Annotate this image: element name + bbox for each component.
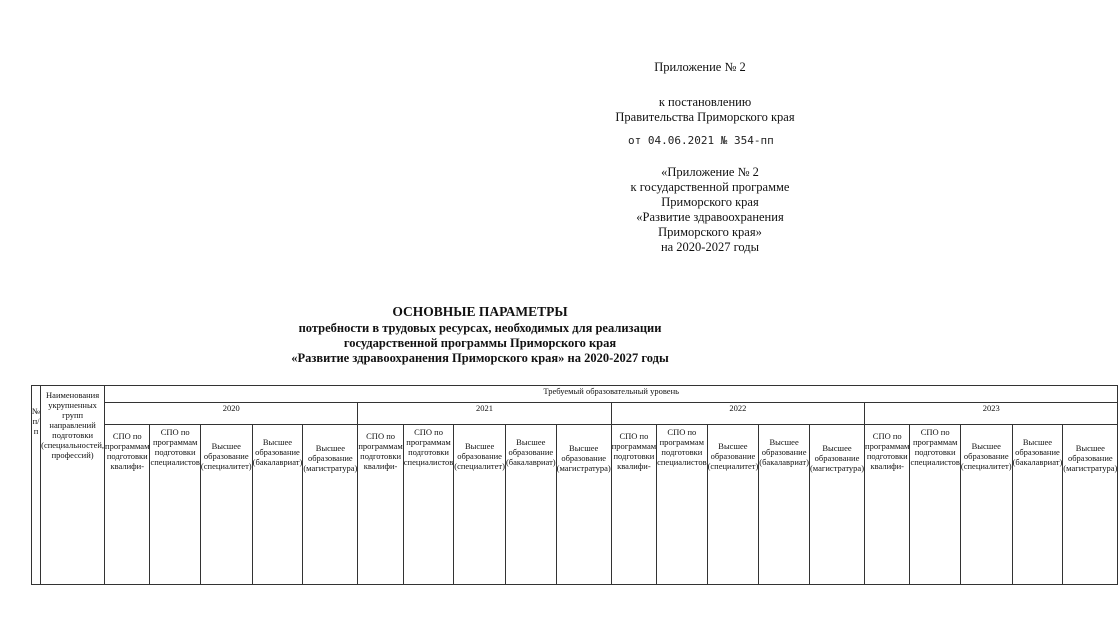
row-number-header: № п/п [32,386,41,585]
level-higher-specialist: Высшее образование (специалитет) [454,425,506,585]
year-header-2022: 2022 [611,403,864,425]
program-line: Приморского края [661,195,759,209]
to-resolution-line: Правительства Приморского края [615,110,795,124]
direction-name-header: Наименования укрупненных групп направлений подготовки (специальностей, профессий) [41,386,105,585]
year-header-2020: 2020 [105,403,358,425]
order-date-number: от 04.06.2021 № 354-пп [628,134,774,147]
level-higher-specialist: Высшее образование (специалитет) [960,425,1012,585]
level-spo-qualified: СПО по программам подготовки квалифи- [611,425,656,585]
level-higher-specialist: Высшее образование (специалитет) [707,425,759,585]
program-line: «Развитие здравоохранения [636,210,784,224]
year-header-2023: 2023 [865,403,1118,425]
to-resolution [590,95,820,125]
program-line: «Приложение № 2 [661,165,759,179]
program-line: к государственной программе [630,180,790,194]
level-higher-master: Высшее образование (магистратура) [1063,425,1118,585]
level-higher-bachelor: Высшее образование (бакалавриат) [252,425,303,585]
subtitle-line: «Развитие здравоохранения Приморского края» на 2020-2027 годы [291,351,669,365]
level-spo-qualified: СПО по программам подготовки квалифи- [865,425,910,585]
level-spo-qualified: СПО по программам подготовки квалифи- [358,425,403,585]
level-higher-master: Высшее образование (магистратура) [303,425,358,585]
subtitle-line: государственной программы Приморского края [343,336,617,350]
level-higher-bachelor: Высшее образование (бакалавриат) [759,425,810,585]
level-spo-specialists: СПО по программам подготовки специалистов [657,425,707,585]
level-higher-bachelor: Высшее образование (бакалавриат) [1012,425,1063,585]
subtitle-line: потребности в трудовых ресурсах, необходимых для реализации [298,321,662,335]
to-resolution-line: к постановлению [658,95,752,109]
parameters-table [31,385,1118,585]
level-spo-specialists: СПО по программам подготовки специалистов [403,425,453,585]
level-higher-master: Высшее образование (магистратура) [556,425,611,585]
level-higher-bachelor: Высшее образование (бакалавриат) [505,425,556,585]
document-title: ОСНОВНЫЕ ПАРАМЕТРЫ [392,304,568,319]
level-higher-specialist: Высшее образование (специалитет) [200,425,252,585]
program-line: Приморского края» [658,225,762,239]
program-reference [590,165,830,255]
level-spo-specialists: СПО по программам подготовки специалистов [150,425,200,585]
level-higher-master: Высшее образование (магистратура) [809,425,864,585]
appendix-title: Приложение № 2 [654,60,746,74]
program-line: на 2020-2027 годы [660,240,760,254]
document-subtitle [180,321,780,366]
year-header-2021: 2021 [358,403,611,425]
education-level-header: Требуемый образовательный уровень [105,386,1118,403]
level-spo-qualified: СПО по программам подготовки квалифи- [105,425,150,585]
level-spo-specialists: СПО по программам подготовки специалистов [910,425,960,585]
